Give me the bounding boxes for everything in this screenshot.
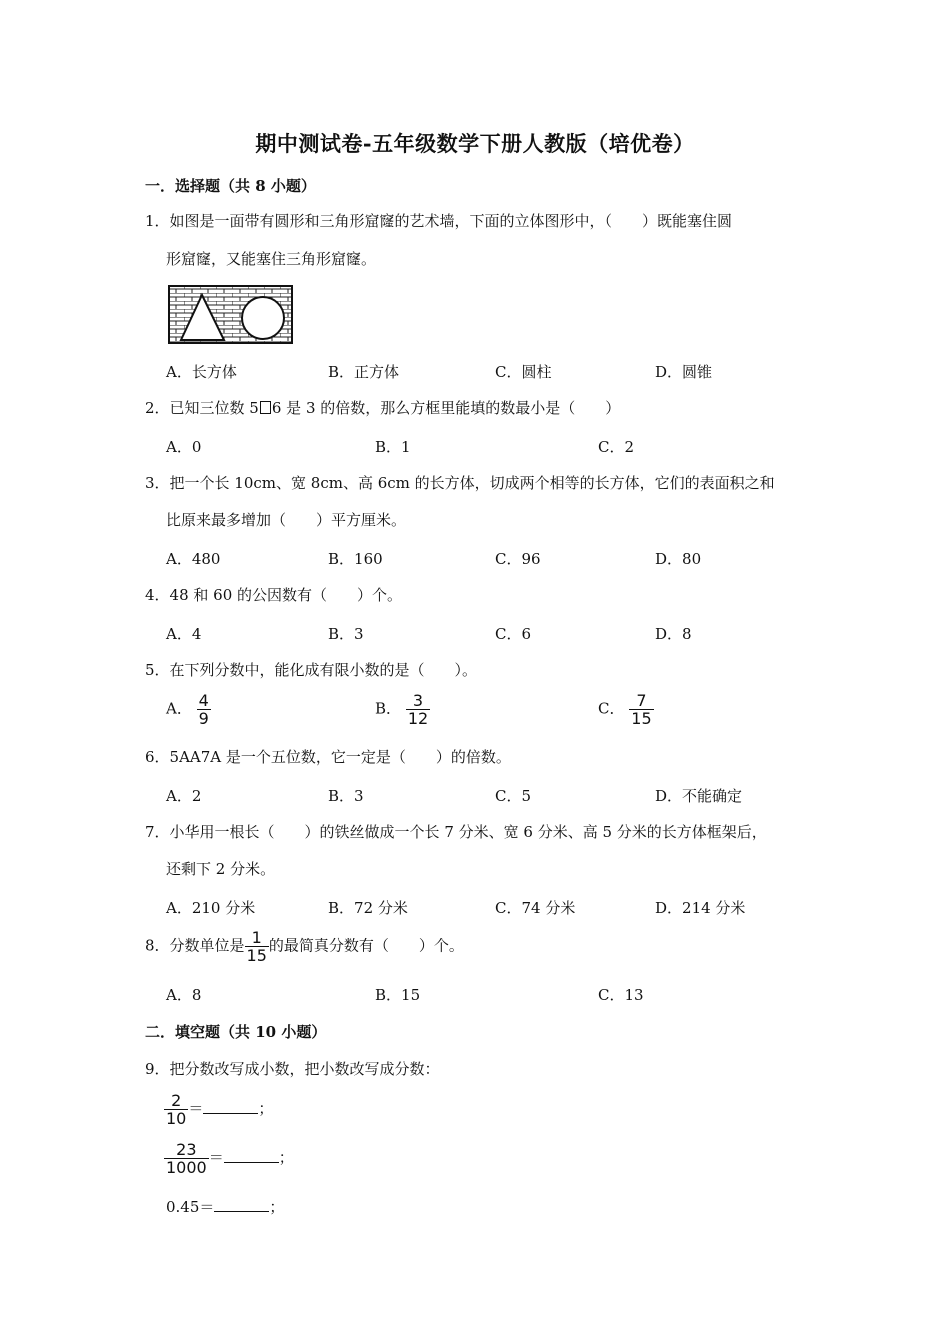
- question-2-text-before: 2．已知三位数 5: [145, 399, 259, 417]
- q6-option-b: B．3: [328, 787, 364, 805]
- fraction-denominator: 12: [407, 709, 429, 728]
- q9-item-3: [166, 1197, 284, 1217]
- q7-option-a: A．210 分米: [166, 899, 256, 917]
- q3-option-a: A．480: [166, 550, 221, 568]
- item-end: ；: [269, 1198, 285, 1216]
- question-4: 4．48 和 60 的公因数有（ ）个。: [145, 586, 403, 604]
- q6-option-c: C．5: [495, 787, 532, 805]
- equals-sign: ＝: [188, 1099, 204, 1118]
- q6-option-d: D．不能确定: [655, 787, 743, 805]
- item-end: ；: [258, 1099, 274, 1118]
- q2-option-a: A．0: [166, 438, 202, 456]
- question-2-text-after: 6 是 3 的倍数，那么方框里能填的数最小是（ ）: [271, 399, 621, 417]
- q4-option-b: B．3: [328, 625, 364, 643]
- item-end: ；: [278, 1148, 294, 1167]
- fraction-denominator: 15: [631, 709, 652, 728]
- fraction: [629, 692, 653, 727]
- q7-option-c: C．74 分米: [495, 899, 576, 917]
- q1-option-c: C．圆柱: [495, 363, 552, 381]
- q7-option-b: B．72 分米: [328, 899, 408, 917]
- section-heading-fill-in: 二．填空题（共 10 小题）: [145, 1023, 327, 1041]
- page-title: 期中测试卷-五年级数学下册人教版（培优卷）: [255, 131, 695, 156]
- answer-blank[interactable]: [214, 1197, 269, 1212]
- q5-option-b-label: B．: [375, 699, 402, 718]
- q6-option-a: A．2: [166, 787, 202, 805]
- fraction-numerator: 7: [636, 691, 647, 710]
- fraction-numerator: 23: [176, 1140, 197, 1159]
- q1-option-b: B．正方体: [328, 363, 400, 381]
- fraction-numerator: 4: [198, 691, 209, 710]
- question-8-text-before: 8．分数单位是: [145, 936, 245, 955]
- question-3-line-2: 比原来最多增加（ ）平方厘米。: [166, 511, 407, 529]
- q3-option-b: B．160: [328, 550, 383, 568]
- q1-option-d: D．圆锥: [655, 363, 713, 381]
- fraction-denominator: 9: [198, 709, 209, 728]
- circle-hole: [242, 297, 284, 339]
- q9-item-2: [164, 1141, 294, 1176]
- q8-option-a: A．8: [166, 986, 202, 1004]
- brick-wall-figure: [168, 285, 293, 345]
- question-1-line-1: 1．如图是一面带有圆形和三角形窟窿的艺术墙，下面的立体图形中，（ ）既能塞住圆: [145, 212, 733, 230]
- fraction-numerator: 2: [171, 1091, 182, 1110]
- answer-blank[interactable]: [224, 1148, 279, 1163]
- question-6: 6．5AA7A 是一个五位数，它一定是（ ）的倍数。: [145, 748, 511, 766]
- question-1-line-2: 形窟窿，又能塞住三角形窟窿。: [166, 250, 377, 268]
- question-3-line-1: 3．把一个长 10cm、宽 8cm、高 6cm 的长方体，切成两个相等的长方体，它们的表面积之和: [145, 474, 775, 492]
- question-5: 5．在下列分数中，能化成有限小数的是（ ）。: [145, 661, 478, 679]
- q4-option-c: C．6: [495, 625, 532, 643]
- q3-option-d: D．80: [655, 550, 702, 568]
- fraction: [197, 692, 211, 727]
- q3-option-c: C．96: [495, 550, 541, 568]
- q2-option-b: B．1: [375, 438, 411, 456]
- fraction-denominator: 15: [246, 946, 267, 965]
- fraction-denominator: 1000: [166, 1158, 207, 1177]
- section-heading-choice: 一．选择题（共 8 小题）: [145, 177, 316, 195]
- q2-option-c: C．2: [598, 438, 635, 456]
- fraction-numerator: 1: [251, 928, 262, 947]
- item-text: 0.45＝: [166, 1198, 215, 1216]
- fraction: [406, 692, 430, 727]
- question-2: [145, 398, 620, 418]
- q5-option-c: [598, 692, 654, 727]
- question-9: 9．把分数改写成小数，把小数改写成分数：: [145, 1060, 440, 1078]
- equals-sign: ＝: [208, 1148, 224, 1167]
- fraction-numerator: 3: [412, 691, 424, 710]
- question-8: [145, 929, 464, 964]
- answer-blank[interactable]: [203, 1099, 258, 1114]
- q8-option-c: C．13: [598, 986, 644, 1004]
- q4-option-a: A．4: [166, 625, 202, 643]
- q9-item-1: [164, 1092, 273, 1127]
- q7-option-d: D．214 分米: [655, 899, 746, 917]
- blank-box-icon: [260, 401, 271, 414]
- q5-option-b: [375, 692, 430, 727]
- question-8-text-after: 的最简真分数有（ ）个。: [268, 936, 464, 955]
- fraction: [164, 1141, 209, 1176]
- fraction-denominator: 10: [166, 1109, 187, 1128]
- q8-option-b: B．15: [375, 986, 421, 1004]
- question-7-line-2: 还剩下 2 分米。: [166, 860, 276, 878]
- q5-option-c-label: C．: [598, 699, 625, 718]
- question-7-line-1: 7．小华用一根长（ ）的铁丝做成一个长 7 分米、宽 6 分米、高 5 分米的长方体框架后，: [145, 823, 767, 841]
- q5-option-a: [166, 692, 211, 727]
- fraction: [245, 929, 269, 964]
- q1-option-a: A．长方体: [166, 363, 237, 381]
- q4-option-d: D．8: [655, 625, 692, 643]
- q5-option-a-label: A．: [166, 699, 192, 718]
- fraction: [164, 1092, 188, 1127]
